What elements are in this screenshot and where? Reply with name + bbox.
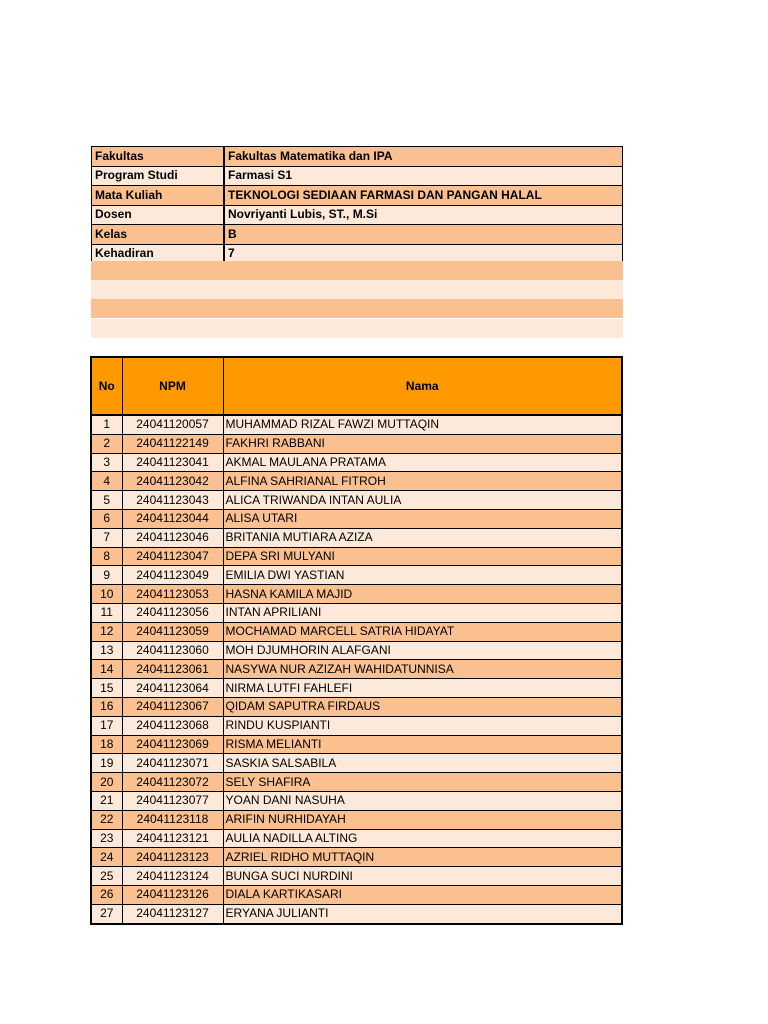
- row-number-cell: 27: [91, 904, 122, 923]
- info-label: Program Studi: [92, 166, 225, 186]
- row-number-cell: 18: [91, 735, 122, 754]
- npm-cell: 24041123124: [122, 867, 223, 886]
- student-name-cell: INTAN APRILIANI: [223, 603, 622, 622]
- row-number-cell: 22: [91, 810, 122, 829]
- table-row: [91, 491, 622, 510]
- table-row: [91, 735, 622, 754]
- row-number-cell: 13: [91, 641, 122, 660]
- info-row: [92, 186, 623, 206]
- npm-cell: 24041123126: [122, 885, 223, 904]
- npm-cell: 24041123042: [122, 472, 223, 491]
- table-row: [91, 660, 622, 679]
- column-header-npm: NPM: [122, 357, 223, 415]
- table-row: [91, 867, 622, 886]
- npm-cell: 24041123041: [122, 453, 223, 472]
- info-label: Mata Kuliah: [92, 186, 225, 206]
- npm-cell: 24041123127: [122, 904, 223, 923]
- student-name-cell: RISMA MELIANTI: [223, 735, 622, 754]
- info-value: B: [224, 225, 623, 245]
- info-value: Novriyanti Lubis, ST., M.Si: [224, 205, 623, 225]
- row-number-cell: 4: [91, 472, 122, 491]
- row-number-cell: 10: [91, 585, 122, 604]
- npm-cell: 24041123071: [122, 754, 223, 773]
- student-name-cell: YOAN DANI NASUHA: [223, 791, 622, 810]
- npm-cell: 24041123061: [122, 660, 223, 679]
- student-name-cell: AZRIEL RIDHO MUTTAQIN: [223, 848, 622, 867]
- npm-cell: 24041123067: [122, 697, 223, 716]
- student-name-cell: HASNA KAMILA MAJID: [223, 585, 622, 604]
- npm-cell: 24041123049: [122, 566, 223, 585]
- empty-band: [91, 261, 623, 280]
- student-attendance-table: [90, 356, 623, 925]
- empty-band: [91, 280, 623, 299]
- npm-cell: 24041123059: [122, 622, 223, 641]
- student-name-cell: BUNGA SUCI NURDINI: [223, 867, 622, 886]
- row-number-cell: 17: [91, 716, 122, 735]
- npm-cell: 24041123056: [122, 603, 223, 622]
- info-row: [92, 205, 623, 225]
- npm-cell: 24041123121: [122, 829, 223, 848]
- info-row: [92, 225, 623, 245]
- table-row: [91, 603, 622, 622]
- table-row: [91, 622, 622, 641]
- student-name-cell: DIALA KARTIKASARI: [223, 885, 622, 904]
- student-name-cell: FAKHRI RABBANI: [223, 434, 622, 453]
- column-header-no: No: [91, 357, 122, 415]
- npm-cell: 24041123047: [122, 547, 223, 566]
- table-row: [91, 415, 622, 434]
- row-number-cell: 16: [91, 697, 122, 716]
- student-name-cell: AULIA NADILLA ALTING: [223, 829, 622, 848]
- course-info-table: [91, 146, 623, 264]
- npm-cell: 24041123064: [122, 679, 223, 698]
- npm-cell: 24041123069: [122, 735, 223, 754]
- row-number-cell: 1: [91, 415, 122, 434]
- table-row: [91, 904, 622, 923]
- table-row: [91, 885, 622, 904]
- row-number-cell: 5: [91, 491, 122, 510]
- row-number-cell: 24: [91, 848, 122, 867]
- info-value: 7: [224, 244, 623, 264]
- row-number-cell: 14: [91, 660, 122, 679]
- student-name-cell: QIDAM SAPUTRA FIRDAUS: [223, 697, 622, 716]
- npm-cell: 24041123077: [122, 791, 223, 810]
- student-name-cell: ALFINA SAHRIANAL FITROH: [223, 472, 622, 491]
- info-row: [92, 147, 623, 167]
- info-label: Kehadiran: [92, 244, 225, 264]
- npm-cell: 24041123072: [122, 773, 223, 792]
- table-row: [91, 509, 622, 528]
- table-row: [91, 585, 622, 604]
- npm-cell: 24041120057: [122, 415, 223, 434]
- student-name-cell: ARIFIN NURHIDAYAH: [223, 810, 622, 829]
- row-number-cell: 2: [91, 434, 122, 453]
- table-header-row: [91, 357, 622, 415]
- table-row: [91, 754, 622, 773]
- table-row: [91, 566, 622, 585]
- student-name-cell: ALICA TRIWANDA INTAN AULIA: [223, 491, 622, 510]
- row-number-cell: 21: [91, 791, 122, 810]
- student-name-cell: RINDU KUSPIANTI: [223, 716, 622, 735]
- student-name-cell: SELY SHAFIRA: [223, 773, 622, 792]
- table-row: [91, 791, 622, 810]
- table-row: [91, 434, 622, 453]
- student-name-cell: MOCHAMAD MARCELL SATRIA HIDAYAT: [223, 622, 622, 641]
- table-row: [91, 679, 622, 698]
- info-value: Fakultas Matematika dan IPA: [224, 147, 623, 167]
- info-label: Kelas: [92, 225, 225, 245]
- student-name-cell: ALISA UTARI: [223, 509, 622, 528]
- row-number-cell: 20: [91, 773, 122, 792]
- student-name-cell: ERYANA JULIANTI: [223, 904, 622, 923]
- table-row: [91, 697, 622, 716]
- npm-cell: 24041123044: [122, 509, 223, 528]
- row-number-cell: 9: [91, 566, 122, 585]
- row-number-cell: 8: [91, 547, 122, 566]
- npm-cell: 24041122149: [122, 434, 223, 453]
- table-row: [91, 547, 622, 566]
- student-name-cell: AKMAL MAULANA PRATAMA: [223, 453, 622, 472]
- npm-cell: 24041123060: [122, 641, 223, 660]
- npm-cell: 24041123118: [122, 810, 223, 829]
- table-row: [91, 528, 622, 547]
- row-number-cell: 3: [91, 453, 122, 472]
- npm-cell: 24041123046: [122, 528, 223, 547]
- table-row: [91, 829, 622, 848]
- row-number-cell: 12: [91, 622, 122, 641]
- row-number-cell: 7: [91, 528, 122, 547]
- npm-cell: 24041123053: [122, 585, 223, 604]
- student-name-cell: DEPA SRI MULYANI: [223, 547, 622, 566]
- info-row: [92, 166, 623, 186]
- row-number-cell: 26: [91, 885, 122, 904]
- info-label: Dosen: [92, 205, 225, 225]
- info-value: TEKNOLOGI SEDIAAN FARMASI DAN PANGAN HALAL: [224, 186, 623, 206]
- column-header-nama: Nama: [223, 357, 622, 415]
- student-name-cell: EMILIA DWI YASTIAN: [223, 566, 622, 585]
- info-value: Farmasi S1: [224, 166, 623, 186]
- npm-cell: 24041123068: [122, 716, 223, 735]
- npm-cell: 24041123123: [122, 848, 223, 867]
- row-number-cell: 6: [91, 509, 122, 528]
- table-row: [91, 641, 622, 660]
- student-name-cell: NASYWA NUR AZIZAH WAHIDATUNNISA: [223, 660, 622, 679]
- table-row: [91, 472, 622, 491]
- student-name-cell: NIRMA LUTFI FAHLEFI: [223, 679, 622, 698]
- student-name-cell: SASKIA SALSABILA: [223, 754, 622, 773]
- table-row: [91, 716, 622, 735]
- npm-cell: 24041123043: [122, 491, 223, 510]
- table-row: [91, 773, 622, 792]
- table-row: [91, 810, 622, 829]
- info-label: Fakultas: [92, 147, 225, 167]
- row-number-cell: 23: [91, 829, 122, 848]
- row-number-cell: 25: [91, 867, 122, 886]
- table-row: [91, 453, 622, 472]
- table-row: [91, 848, 622, 867]
- empty-band: [91, 299, 623, 318]
- student-name-cell: BRITANIA MUTIARA AZIZA: [223, 528, 622, 547]
- row-number-cell: 15: [91, 679, 122, 698]
- row-number-cell: 11: [91, 603, 122, 622]
- empty-band: [91, 319, 623, 338]
- row-number-cell: 19: [91, 754, 122, 773]
- student-name-cell: MOH DJUMHORIN ALAFGANI: [223, 641, 622, 660]
- student-name-cell: MUHAMMAD RIZAL FAWZI MUTTAQIN: [223, 415, 622, 434]
